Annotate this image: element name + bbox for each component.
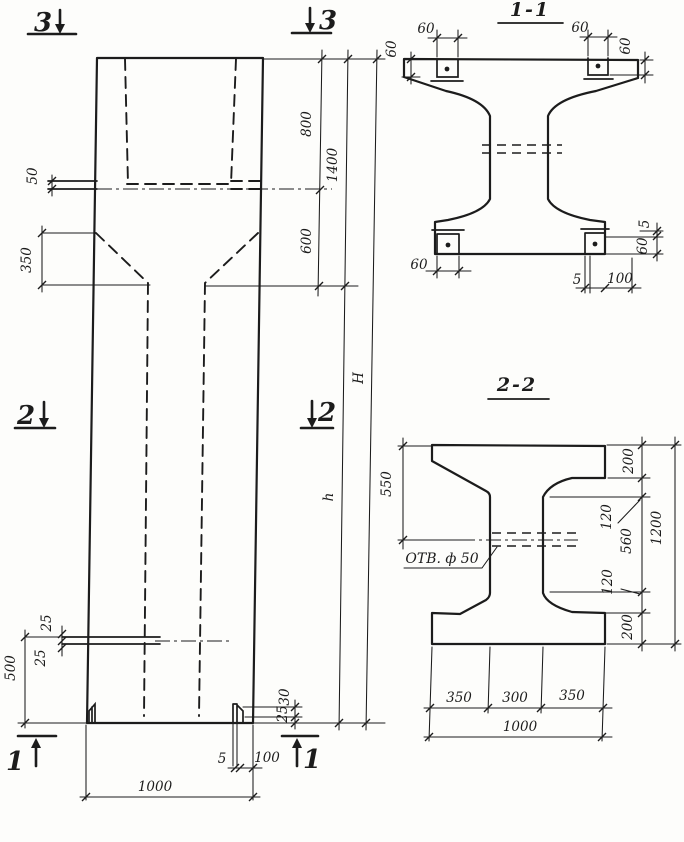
anchor-dot bbox=[446, 243, 451, 248]
hole-hidden-lines bbox=[482, 145, 562, 153]
dim-1400: 1400 bbox=[325, 147, 341, 183]
arrow-up-icon bbox=[31, 738, 41, 748]
base-boot-right bbox=[233, 704, 243, 723]
dim-200-bottom: 200 bbox=[620, 614, 636, 640]
anchor-dot bbox=[445, 67, 450, 72]
marker-3-right: 3 bbox=[318, 6, 338, 36]
dim-tl-60d: 60 bbox=[384, 40, 400, 58]
arrow-up-icon bbox=[292, 738, 302, 748]
dim-taper-350: 350 bbox=[19, 247, 35, 273]
dim-side-60: 60 bbox=[635, 237, 651, 255]
hole-callout: ОТВ. ф 50 bbox=[405, 551, 479, 567]
marker-3-left: 3 bbox=[33, 8, 53, 38]
dim-500: 500 bbox=[3, 655, 19, 681]
arrow-down-icon bbox=[307, 418, 317, 428]
axis-lines bbox=[97, 189, 332, 641]
section-1-1-title: 1-1 bbox=[509, 0, 551, 21]
base-boot-left bbox=[89, 704, 95, 723]
dim-1000: 1000 bbox=[502, 719, 538, 735]
dim-350-right: 350 bbox=[559, 688, 585, 704]
dim-560: 560 bbox=[619, 528, 635, 554]
section-2-2-outline bbox=[432, 445, 605, 644]
dim-200-top: 200 bbox=[621, 448, 637, 474]
marker-1-left: 1 bbox=[5, 747, 25, 777]
column-outline bbox=[87, 58, 263, 723]
hidden-lines bbox=[96, 59, 263, 716]
dim-300: 300 bbox=[502, 690, 528, 706]
dim-550: 550 bbox=[379, 471, 395, 497]
arrow-down-icon bbox=[305, 23, 315, 33]
dim-800: 800 bbox=[299, 111, 315, 137]
dim-base-30: 30 bbox=[277, 688, 293, 706]
dim-bl-60: 60 bbox=[410, 257, 428, 273]
section-2-2-title: 2-2 bbox=[496, 374, 538, 396]
dim-br-5: 5 bbox=[572, 272, 582, 288]
dim-base-5: 5 bbox=[217, 751, 227, 767]
dim-120-top: 120 bbox=[599, 504, 615, 530]
marker-1-right: 1 bbox=[302, 745, 322, 775]
section-1-1-outline bbox=[404, 59, 638, 254]
dim-H: H bbox=[351, 372, 367, 384]
dim-base-100: 100 bbox=[254, 750, 280, 766]
dim-tl-60w: 60 bbox=[417, 21, 435, 37]
dim-br-100: 100 bbox=[607, 271, 633, 287]
section-2-2-dim-lines bbox=[398, 437, 681, 741]
dim-lug-25-bottom: 25 bbox=[33, 649, 49, 667]
corner-plates bbox=[431, 58, 613, 254]
dim-lug-25-top: 25 bbox=[39, 614, 55, 632]
marker-2-right: 2 bbox=[317, 398, 337, 428]
anchor-dot bbox=[593, 242, 598, 247]
dim-side-5: 5 bbox=[637, 219, 653, 229]
dim-tr-60d: 60 bbox=[618, 37, 634, 55]
dim-1200: 1200 bbox=[649, 510, 665, 546]
marker-lines bbox=[15, 8, 333, 766]
dim-120-bottom: 120 bbox=[600, 569, 616, 595]
section-1-1-view bbox=[384, 0, 663, 293]
dim-h: h bbox=[321, 492, 337, 502]
dim-1000: 1000 bbox=[137, 779, 173, 795]
dim-600: 600 bbox=[299, 228, 315, 254]
marker-2-left: 2 bbox=[16, 401, 36, 431]
section-markers bbox=[6, 6, 337, 777]
dim-base-25: 25 bbox=[275, 705, 291, 723]
arrow-down-icon bbox=[55, 24, 65, 34]
section-2-2-view bbox=[379, 374, 681, 741]
anchor-dot bbox=[596, 64, 601, 69]
section-2-2-ticks bbox=[399, 441, 679, 741]
dim-350-left: 350 bbox=[446, 690, 472, 706]
dim-ledge-50: 50 bbox=[25, 167, 41, 185]
arrow-down-icon bbox=[39, 418, 49, 428]
dim-tr-60w: 60 bbox=[571, 20, 589, 36]
